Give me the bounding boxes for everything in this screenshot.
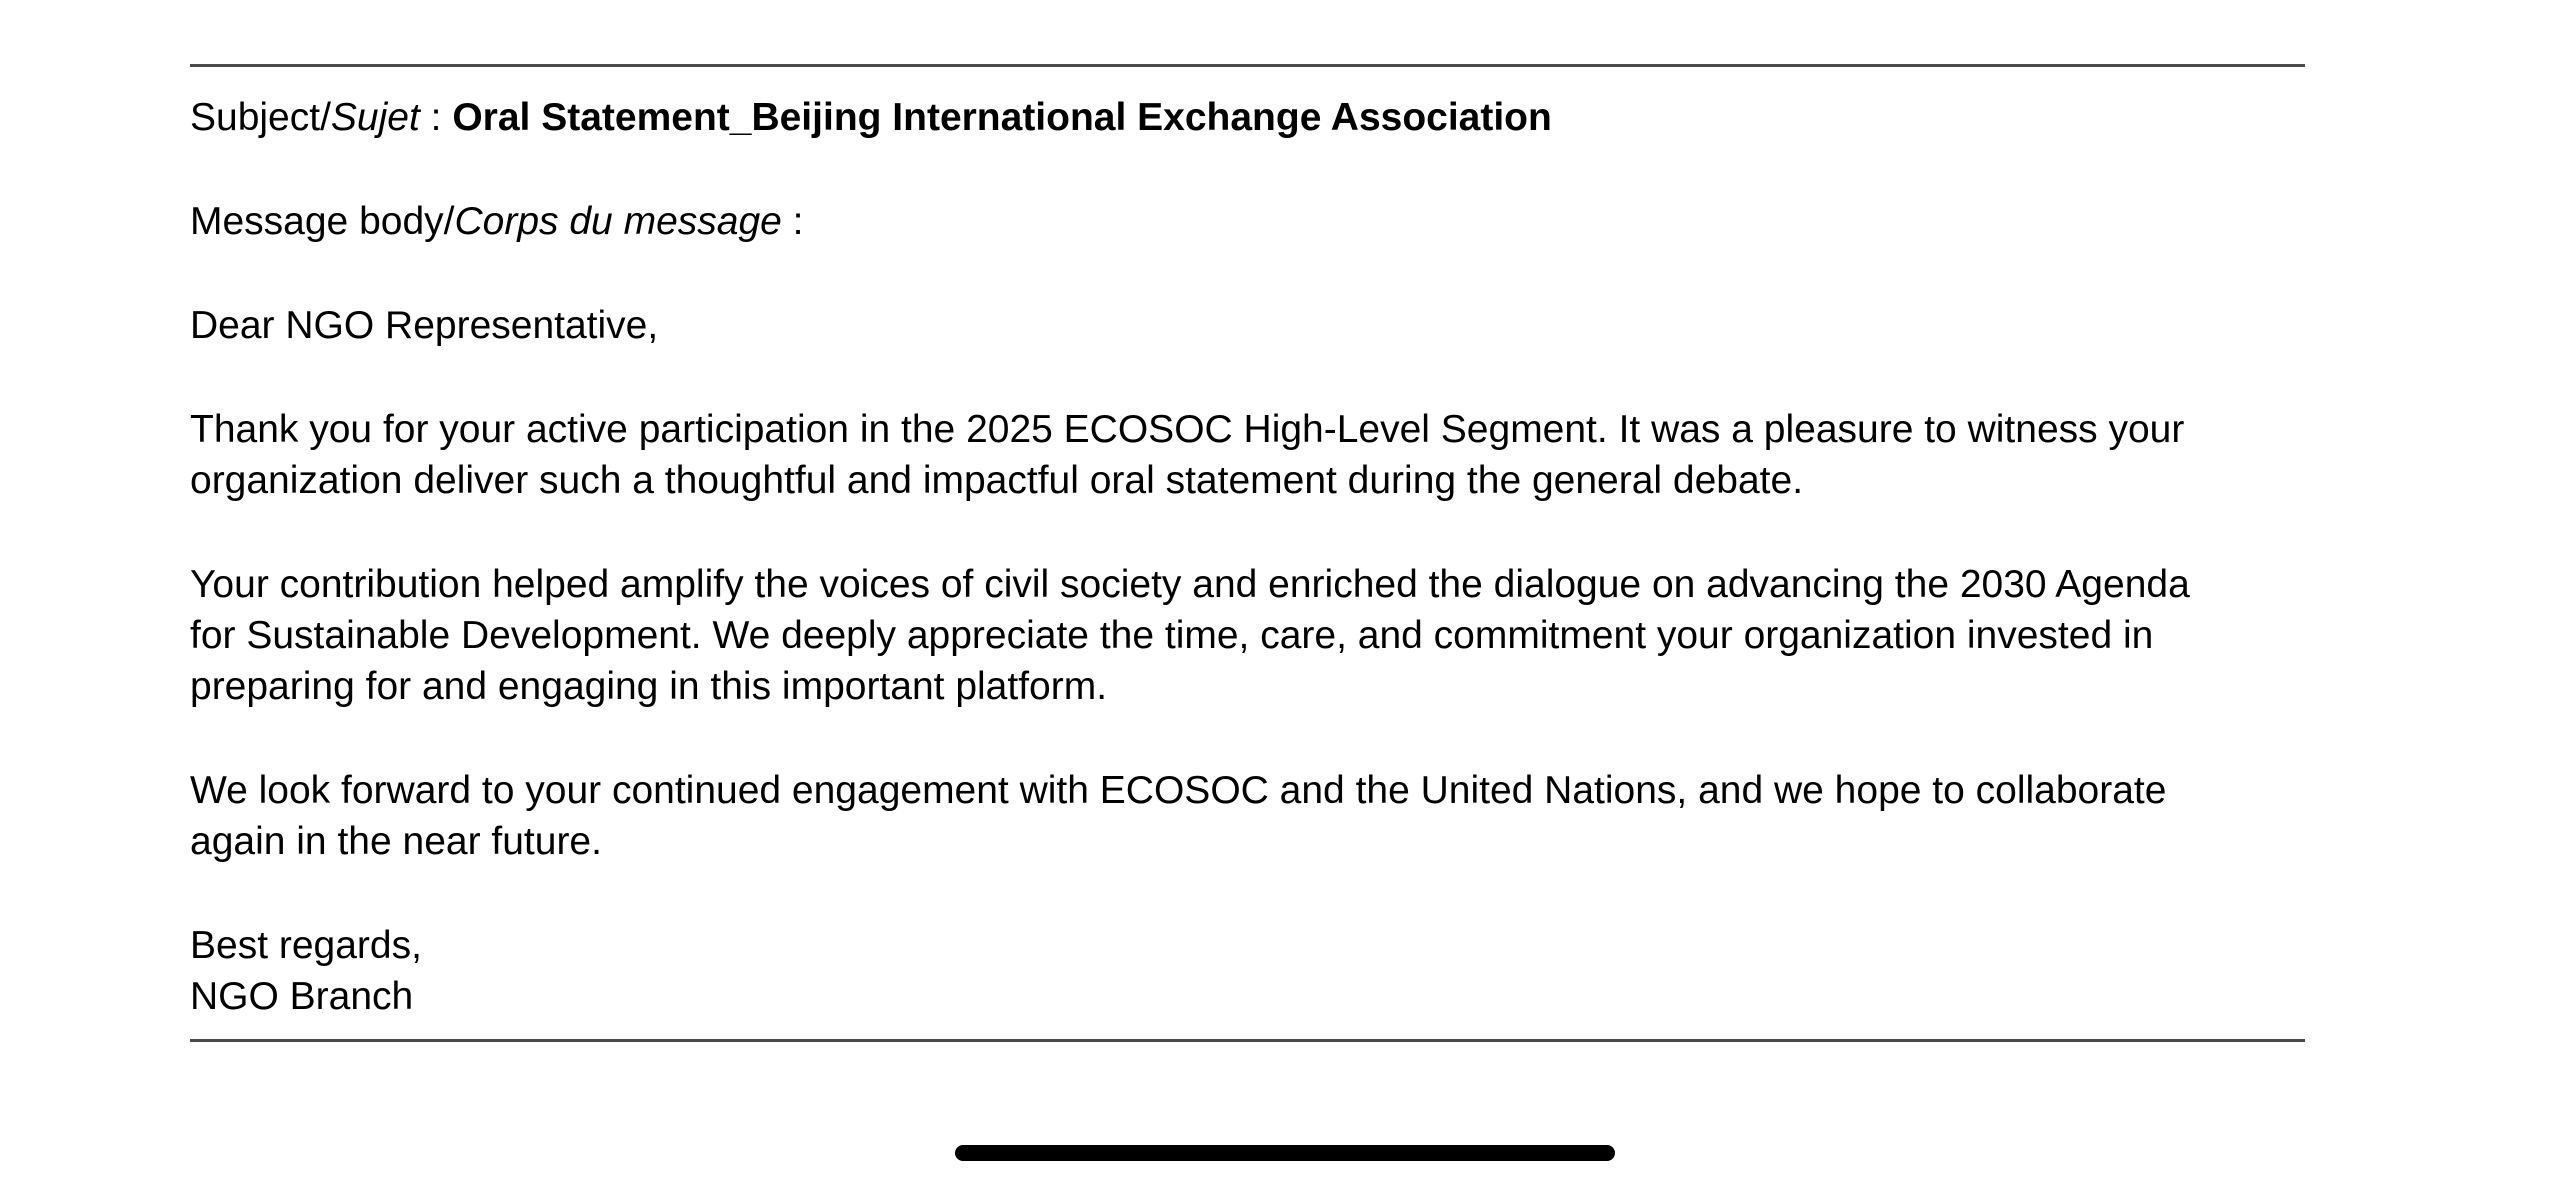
subject-separator: : (419, 96, 453, 139)
closing: Best regards, (190, 924, 422, 967)
body-separator: : (781, 200, 804, 243)
paragraph-future (190, 765, 2305, 867)
body-label-fr: Corps du message (454, 200, 782, 243)
home-indicator[interactable] (955, 1145, 1615, 1161)
paragraph-line: Thank you for your active participation in the 2025 ECOSOC High-Level Segment. It was a pleasure to witness your (190, 408, 2185, 451)
paragraph-line: for Sustainable Development. We deeply appreciate the time, care, and commitment your organization invested in (190, 614, 2154, 657)
subject-value: Oral Statement_Beijing International Exchange Association (452, 96, 1552, 139)
paragraph-contribution (190, 559, 2305, 712)
greeting: Dear NGO Representative, (190, 304, 659, 347)
paragraph-line: We look forward to your continued engagement with ECOSOC and the United Nations, and we hope to collaborate (190, 769, 2167, 812)
email-content (190, 86, 2305, 1022)
paragraph-line: organization deliver such a thoughtful and impactful oral statement during the general debate. (190, 459, 1804, 502)
paragraph-thanks (190, 404, 2305, 506)
subject-line (190, 92, 2305, 143)
body-label: Message body/ (190, 200, 455, 243)
signature: NGO Branch (190, 975, 414, 1018)
paragraph-line: preparing for and engaging in this important platform. (190, 665, 1108, 708)
bottom-divider (190, 1039, 2305, 1042)
message-body-label-line (190, 196, 2305, 247)
paragraph-line: again in the near future. (190, 820, 602, 863)
subject-label-fr: Sujet (330, 96, 420, 139)
subject-label: Subject/ (190, 96, 331, 139)
top-divider (190, 64, 2305, 67)
paragraph-line: Your contribution helped amplify the voices of civil society and enriched the dialogue on advancing the 2030 Agenda (190, 563, 2190, 606)
